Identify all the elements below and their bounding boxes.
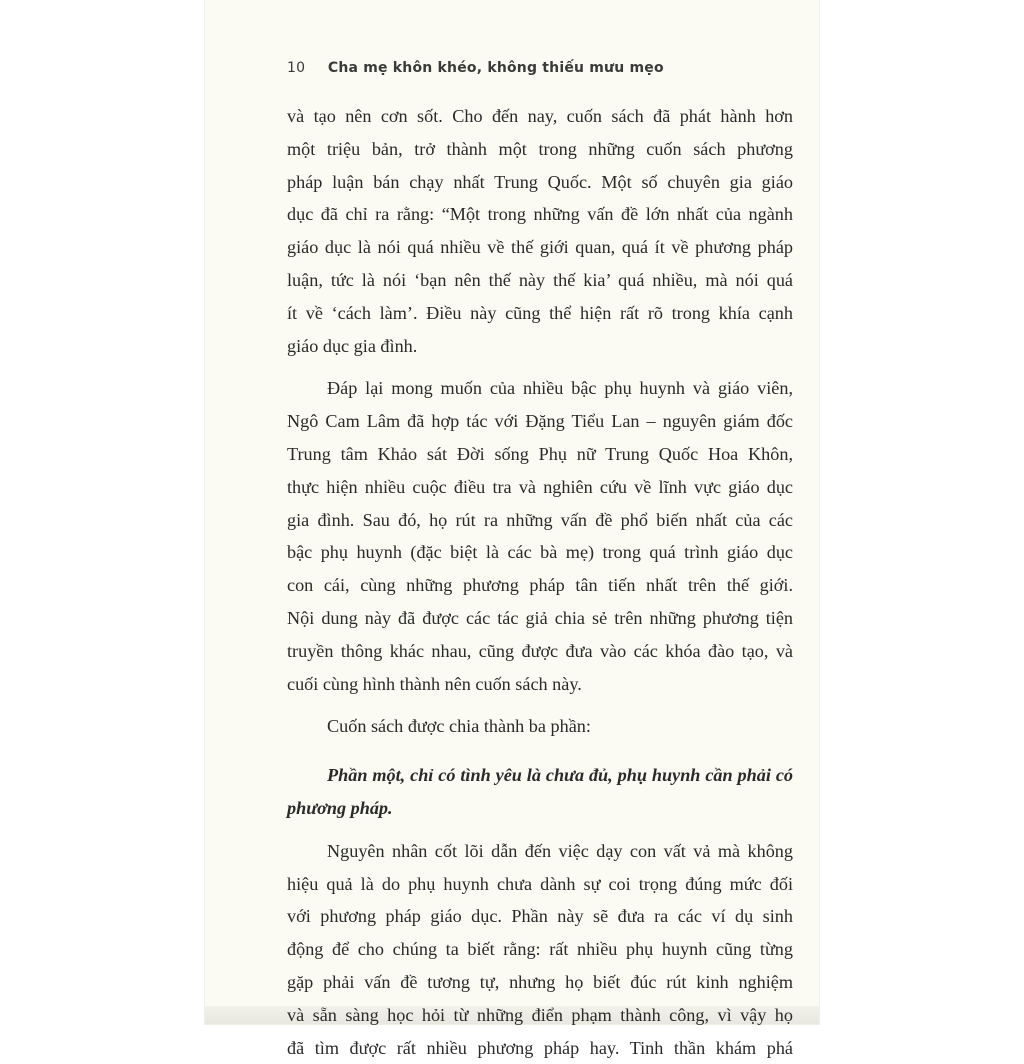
text-line: ít về ‘cách làm’. Điều này cũng thể hiện rất rõ trong khía cạnh <box>287 302 793 323</box>
running-header <box>287 60 664 76</box>
text-line: Nguyên nhân cốt lõi dẫn đến việc dạy con vất vả mà không <box>327 840 793 861</box>
text-line: phương pháp. <box>287 797 393 818</box>
text-line: và tạo nên cơn sốt. Cho đến nay, cuốn sách đã phát hành hơn <box>287 106 793 126</box>
text-line: Ngô Cam Lâm đã hợp tác với Đặng Tiểu Lan – nguyên giám đốc <box>287 411 793 432</box>
paragraph <box>287 710 793 743</box>
text-line: cuối cùng hình thành nên cuốn sách này. <box>287 673 582 694</box>
paragraph <box>287 372 793 700</box>
text-line: động để cho chúng ta biết rằng: rất nhiều phụ huynh cũng từng <box>287 939 793 960</box>
text-line: Phần một, chỉ có tình yêu là chưa đủ, phụ huynh cần phải có <box>327 765 793 786</box>
text-line: Đáp lại mong muốn của nhiều bậc phụ huynh và giáo viên, <box>327 378 793 399</box>
text-line: giáo dục là nói quá nhiều về thế giới quan, quá ít về phương pháp <box>287 237 793 258</box>
text-line: bậc phụ huynh (đặc biệt là các bà mẹ) trong quá trình giáo dục <box>287 542 793 563</box>
text-line: gặp phải vấn đề tương tự, nhưng họ biết đúc rút kinh nghiệm <box>287 971 793 992</box>
text-line: con cái, cùng những phương pháp tân tiến nhất trên thế giới. <box>287 575 793 596</box>
section-heading <box>287 759 793 825</box>
text-line: đã tìm được rất nhiều phương pháp hay. Tinh thần khám phá <box>287 1037 793 1058</box>
page-number: 10 <box>287 60 306 76</box>
text-line: gia đình. Sau đó, họ rút ra những vấn đề phổ biến nhất của các <box>287 509 793 530</box>
text-line: giáo dục gia đình. <box>287 335 418 356</box>
text-line: truyền thông khác nhau, cũng được đưa vào các khóa đào tạo, và <box>287 640 793 661</box>
paragraph <box>287 835 793 1064</box>
text-line: thực hiện nhiều cuộc điều tra và nghiên cứu về lĩnh vực giáo dục <box>287 476 793 497</box>
text-line: pháp luận bán chạy nhất Trung Quốc. Một số chuyên gia giáo <box>287 171 793 192</box>
text-line: dục đã chỉ ra rằng: “Một trong những vấn đề lớn nhất của ngành <box>287 204 793 225</box>
book-title: Cha mẹ khôn khéo, không thiếu mưu mẹo <box>327 60 664 76</box>
paragraph <box>287 100 793 362</box>
text-line: một triệu bản, trở thành một trong những cuốn sách phương <box>287 138 793 159</box>
text-line: với phương pháp giáo dục. Phần này sẽ đưa ra các ví dụ sinh <box>287 906 793 927</box>
text-line: luận, tức là nói ‘bạn nên thế này thế kia’ quá nhiều, mà nói quá <box>287 269 793 290</box>
text-line: và sẵn sàng học hỏi từ những điển phạm thành công, vì vậy họ <box>287 1004 793 1025</box>
page-body <box>287 100 793 1064</box>
text-line: Nội dung này đã được các tác giả chia sẻ trên những phương tiện <box>287 607 793 628</box>
text-line: Trung tâm Khảo sát Đời sống Phụ nữ Trung Quốc Hoa Khôn, <box>287 443 793 464</box>
text-line: hiệu quả là do phụ huynh chưa dành sự coi trọng đúng mức đối <box>287 873 793 894</box>
text-line: Cuốn sách được chia thành ba phần: <box>327 716 591 737</box>
